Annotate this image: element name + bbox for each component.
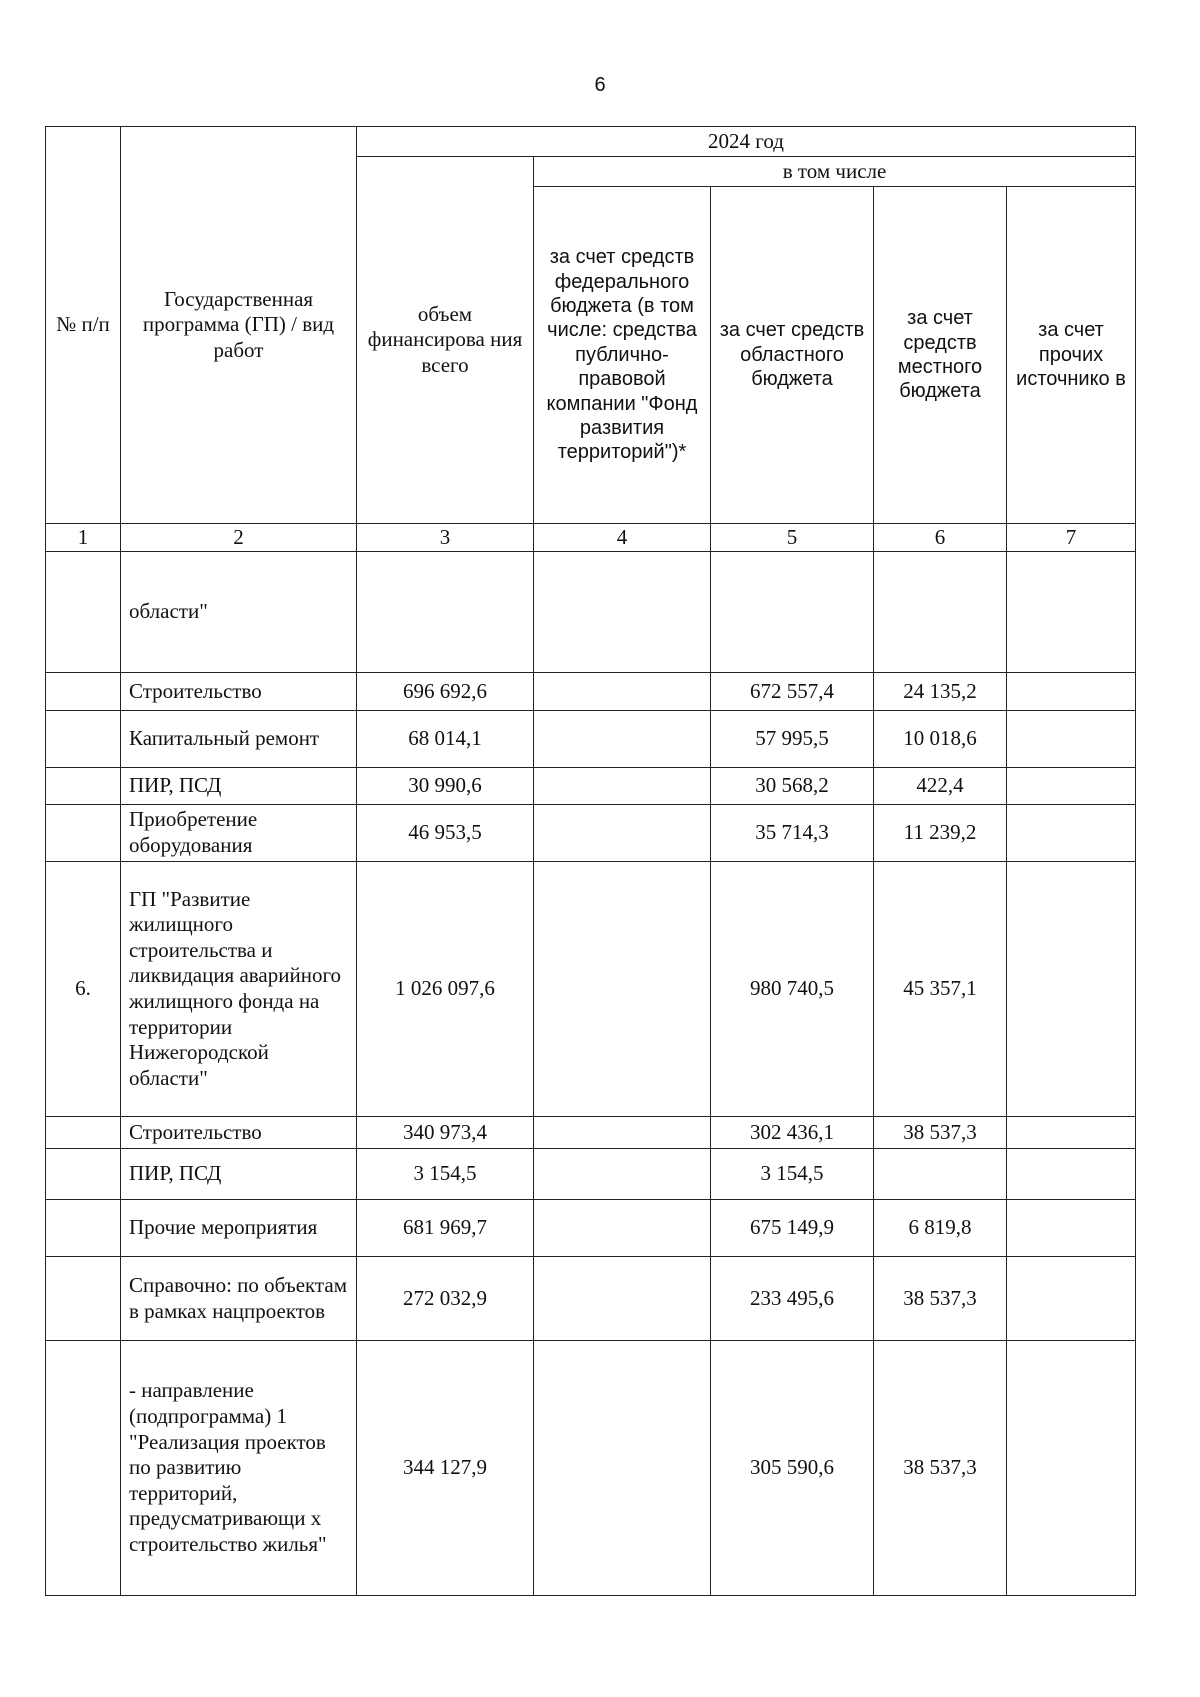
regional-cell: 35 714,3 xyxy=(711,805,874,862)
table-row xyxy=(46,1341,1136,1596)
row-name: Справочно: по объектам в рамках нацпроектов xyxy=(121,1257,357,1341)
federal-cell xyxy=(534,1117,711,1149)
federal-cell xyxy=(534,1257,711,1341)
local-cell xyxy=(874,552,1007,673)
other-cell xyxy=(1007,862,1136,1117)
total-cell: 696 692,6 xyxy=(357,673,534,711)
federal-cell xyxy=(534,711,711,768)
total-cell: 1 026 097,6 xyxy=(357,862,534,1117)
regional-cell: 305 590,6 xyxy=(711,1341,874,1596)
row-number xyxy=(46,805,121,862)
regional-cell: 57 995,5 xyxy=(711,711,874,768)
row-number xyxy=(46,552,121,673)
column-index-row xyxy=(46,524,1136,552)
other-cell xyxy=(1007,1149,1136,1200)
table-row xyxy=(46,805,1136,862)
row-name: Строительство xyxy=(121,1117,357,1149)
row-name: Приобретение оборудования xyxy=(121,805,357,862)
federal-cell xyxy=(534,768,711,805)
row-name: Прочие мероприятия xyxy=(121,1200,357,1257)
table-row xyxy=(46,1200,1136,1257)
header-year: 2024 год xyxy=(357,127,1136,157)
regional-cell: 672 557,4 xyxy=(711,673,874,711)
row-name: ПИР, ПСД xyxy=(121,1149,357,1200)
local-cell: 11 239,2 xyxy=(874,805,1007,862)
table-row xyxy=(46,711,1136,768)
header-local: за счет средств местного бюджета xyxy=(874,187,1007,524)
total-cell: 272 032,9 xyxy=(357,1257,534,1341)
table-row xyxy=(46,768,1136,805)
local-cell: 422,4 xyxy=(874,768,1007,805)
other-cell xyxy=(1007,1200,1136,1257)
table-row xyxy=(46,1257,1136,1341)
federal-cell xyxy=(534,673,711,711)
local-cell: 6 819,8 xyxy=(874,1200,1007,1257)
table-row xyxy=(46,552,1136,673)
index-cell: 2 xyxy=(121,524,357,552)
other-cell xyxy=(1007,552,1136,673)
federal-cell xyxy=(534,805,711,862)
row-number xyxy=(46,673,121,711)
local-cell: 38 537,3 xyxy=(874,1341,1007,1596)
row-number xyxy=(46,1257,121,1341)
header-total: объем финансирова ния всего xyxy=(357,157,534,524)
regional-cell: 980 740,5 xyxy=(711,862,874,1117)
row-number xyxy=(46,1149,121,1200)
total-cell: 30 990,6 xyxy=(357,768,534,805)
header-regional: за счет средств областного бюджета xyxy=(711,187,874,524)
table-row xyxy=(46,673,1136,711)
other-cell xyxy=(1007,711,1136,768)
table-row xyxy=(46,1149,1136,1200)
other-cell xyxy=(1007,673,1136,711)
total-cell xyxy=(357,552,534,673)
row-number xyxy=(46,711,121,768)
federal-cell xyxy=(534,862,711,1117)
header-program: Государственная программа (ГП) / вид работ xyxy=(121,127,357,524)
total-cell: 340 973,4 xyxy=(357,1117,534,1149)
total-cell: 3 154,5 xyxy=(357,1149,534,1200)
federal-cell xyxy=(534,552,711,673)
table-row xyxy=(46,862,1136,1117)
regional-cell: 233 495,6 xyxy=(711,1257,874,1341)
table-row xyxy=(46,1117,1136,1149)
regional-cell: 3 154,5 xyxy=(711,1149,874,1200)
federal-cell xyxy=(534,1341,711,1596)
row-number xyxy=(46,1341,121,1596)
regional-cell xyxy=(711,552,874,673)
header-including: в том числе xyxy=(534,157,1136,187)
index-cell: 3 xyxy=(357,524,534,552)
total-cell: 681 969,7 xyxy=(357,1200,534,1257)
row-name: ГП "Развитие жилищного строительства и ликвидация аварийного жилищного фонда на территории Нижегородской области" xyxy=(121,862,357,1117)
local-cell: 38 537,3 xyxy=(874,1117,1007,1149)
total-cell: 68 014,1 xyxy=(357,711,534,768)
row-name: Капитальный ремонт xyxy=(121,711,357,768)
other-cell xyxy=(1007,805,1136,862)
other-cell xyxy=(1007,1117,1136,1149)
index-cell: 6 xyxy=(874,524,1007,552)
federal-cell xyxy=(534,1149,711,1200)
header-federal: за счет средств федерального бюджета (в том числе: средства публично-правовой компании "Фонд развития территорий")* xyxy=(534,187,711,524)
federal-cell xyxy=(534,1200,711,1257)
local-cell: 45 357,1 xyxy=(874,862,1007,1117)
row-number xyxy=(46,768,121,805)
page-number: 6 xyxy=(594,74,606,96)
local-cell: 38 537,3 xyxy=(874,1257,1007,1341)
budget-table xyxy=(45,126,1136,1596)
other-cell xyxy=(1007,1257,1136,1341)
index-cell: 7 xyxy=(1007,524,1136,552)
regional-cell: 675 149,9 xyxy=(711,1200,874,1257)
index-cell: 4 xyxy=(534,524,711,552)
row-name: - направление (подпрограмма) 1 "Реализация проектов по развитию территорий, предусматривающи х строительство жилья" xyxy=(121,1341,357,1596)
row-name: Строительство xyxy=(121,673,357,711)
row-number xyxy=(46,1117,121,1149)
total-cell: 46 953,5 xyxy=(357,805,534,862)
header-other: за счет прочих источнико в xyxy=(1007,187,1136,524)
index-cell: 1 xyxy=(46,524,121,552)
total-cell: 344 127,9 xyxy=(357,1341,534,1596)
row-number: 6. xyxy=(46,862,121,1117)
header-no: № п/п xyxy=(46,127,121,524)
local-cell: 24 135,2 xyxy=(874,673,1007,711)
local-cell: 10 018,6 xyxy=(874,711,1007,768)
local-cell xyxy=(874,1149,1007,1200)
other-cell xyxy=(1007,768,1136,805)
other-cell xyxy=(1007,1341,1136,1596)
row-name: ПИР, ПСД xyxy=(121,768,357,805)
regional-cell: 302 436,1 xyxy=(711,1117,874,1149)
row-name: области" xyxy=(121,552,357,673)
index-cell: 5 xyxy=(711,524,874,552)
row-number xyxy=(46,1200,121,1257)
regional-cell: 30 568,2 xyxy=(711,768,874,805)
